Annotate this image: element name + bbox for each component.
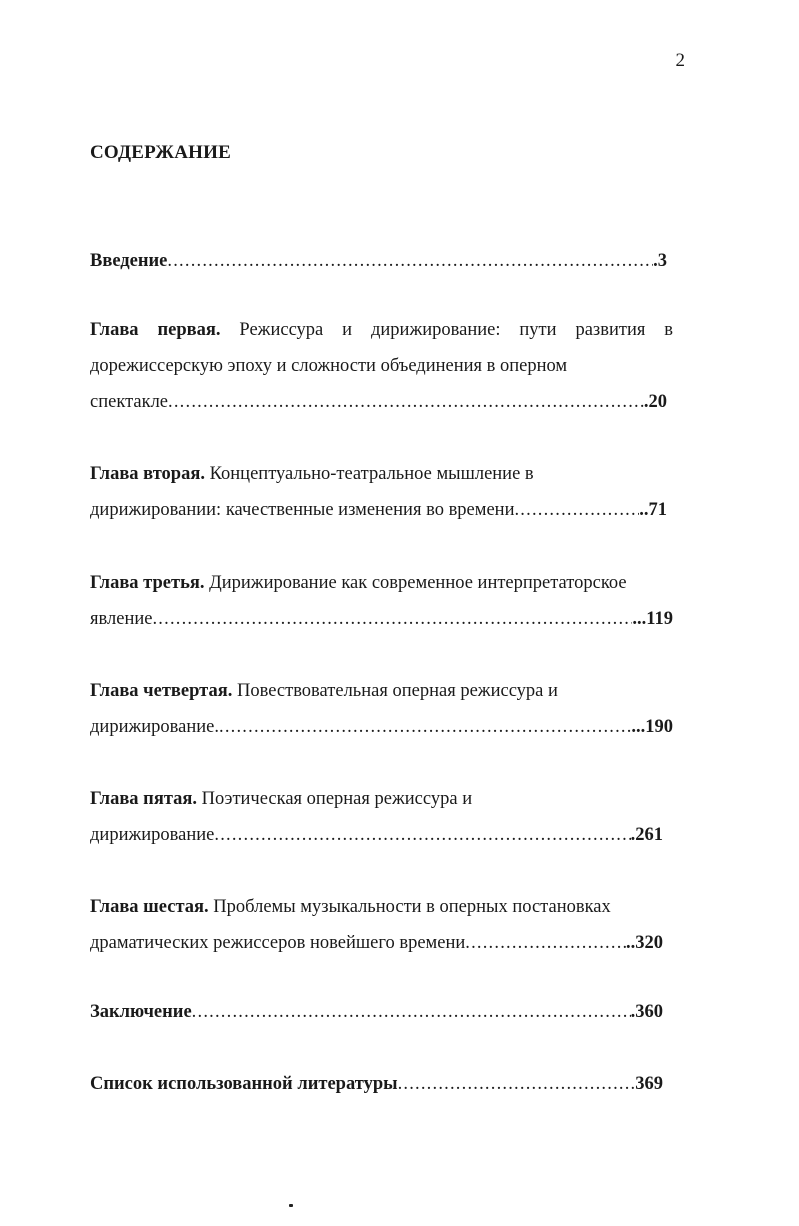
toc-page-ref: ..320 xyxy=(626,933,663,953)
toc-entry-text: Поэтическая оперная режиссура и xyxy=(197,789,473,809)
toc-page-ref: 369 xyxy=(635,1074,663,1094)
toc-entry-last-words: дирижировании: качественные изменения во времени xyxy=(90,500,515,520)
toc-entry-line xyxy=(90,492,667,528)
toc-page-ref: .261 xyxy=(630,825,663,845)
toc-entry-heading: Глава шестая. xyxy=(90,897,209,917)
toc-page-ref: .3 xyxy=(653,251,667,271)
scan-artifact xyxy=(289,1204,293,1207)
toc-entry-description xyxy=(90,673,673,709)
toc-entry-heading: Глава вторая. xyxy=(90,464,205,484)
dot-leader xyxy=(214,817,630,853)
dot-leader xyxy=(168,384,644,420)
toc-entry-line xyxy=(90,817,663,853)
toc-entry-chapter-5 xyxy=(90,781,673,853)
toc-entry-text: Дирижирование как современное интерпретаторское xyxy=(204,573,627,593)
toc-entry-heading: Глава первая. xyxy=(90,320,221,340)
toc-page-ref: ..71 xyxy=(639,500,667,520)
toc-entry-text: Режиссура и дирижирование: пути развития в дорежиссерскую эпоху и сложности объединения в оперном xyxy=(90,320,674,376)
toc-entry-description xyxy=(90,456,673,492)
toc-entry-last-words: спектакле xyxy=(90,392,169,412)
toc-entry-description xyxy=(90,565,673,601)
toc-page-ref: .360 xyxy=(630,1002,663,1022)
toc-entry-line xyxy=(90,994,663,1030)
toc-entry-bibliography xyxy=(90,1066,673,1102)
toc-entry-text: Повествовательная оперная режиссура и xyxy=(232,681,558,701)
dot-leader xyxy=(219,709,631,745)
toc-entry-heading: Глава четвертая. xyxy=(90,681,233,701)
toc-entry-heading: Список использованной литературы xyxy=(90,1074,398,1094)
toc-entry-line xyxy=(90,709,673,745)
dot-leader xyxy=(465,925,626,961)
toc-entry-last-words: дирижирование. xyxy=(90,717,219,737)
toc-entry-conclusion xyxy=(90,994,673,1030)
toc-entry-last-words: явление xyxy=(90,609,153,629)
dot-leader xyxy=(514,492,639,528)
toc-entry-description xyxy=(90,312,673,384)
toc-entry-line xyxy=(90,384,667,420)
toc-entry-text: Проблемы музыкальности в оперных постановках xyxy=(208,897,611,917)
toc-page-ref: ...190 xyxy=(631,717,673,737)
toc-title: СОДЕРЖАНИЕ xyxy=(90,142,231,163)
toc-entry-introduction xyxy=(90,243,673,279)
toc-entry-description xyxy=(90,781,673,817)
page-number: 2 xyxy=(675,50,685,71)
dot-leader xyxy=(192,994,631,1030)
toc-entry-chapter-6 xyxy=(90,889,673,961)
toc-entry-last-words: дирижирование xyxy=(90,825,215,845)
toc-entry-line xyxy=(90,243,667,279)
dot-leader xyxy=(398,1066,636,1102)
toc-entry-heading: Глава пятая. xyxy=(90,789,198,809)
toc-entry-line xyxy=(90,601,673,637)
toc-entry-heading: Заключение xyxy=(90,1002,192,1022)
toc-page-ref: ...119 xyxy=(632,609,673,629)
toc-entry-line xyxy=(90,1066,663,1102)
toc-entry-description xyxy=(90,889,673,925)
dot-leader xyxy=(152,601,632,637)
toc-entry-line xyxy=(90,925,663,961)
toc-page-ref: .20 xyxy=(643,392,667,412)
dot-leader xyxy=(167,243,653,279)
toc-entry-chapter-4 xyxy=(90,673,673,745)
toc-entry-heading: Введение xyxy=(90,251,168,271)
toc-entry-heading: Глава третья. xyxy=(90,573,205,593)
toc-entry-chapter-1 xyxy=(90,312,673,420)
toc-entry-chapter-3 xyxy=(90,565,673,637)
toc-entry-last-words: драматических режиссеров новейшего времени xyxy=(90,933,466,953)
toc-entry-chapter-2 xyxy=(90,456,673,528)
toc-entry-text: Концептуально-театральное мышление в xyxy=(204,464,534,484)
